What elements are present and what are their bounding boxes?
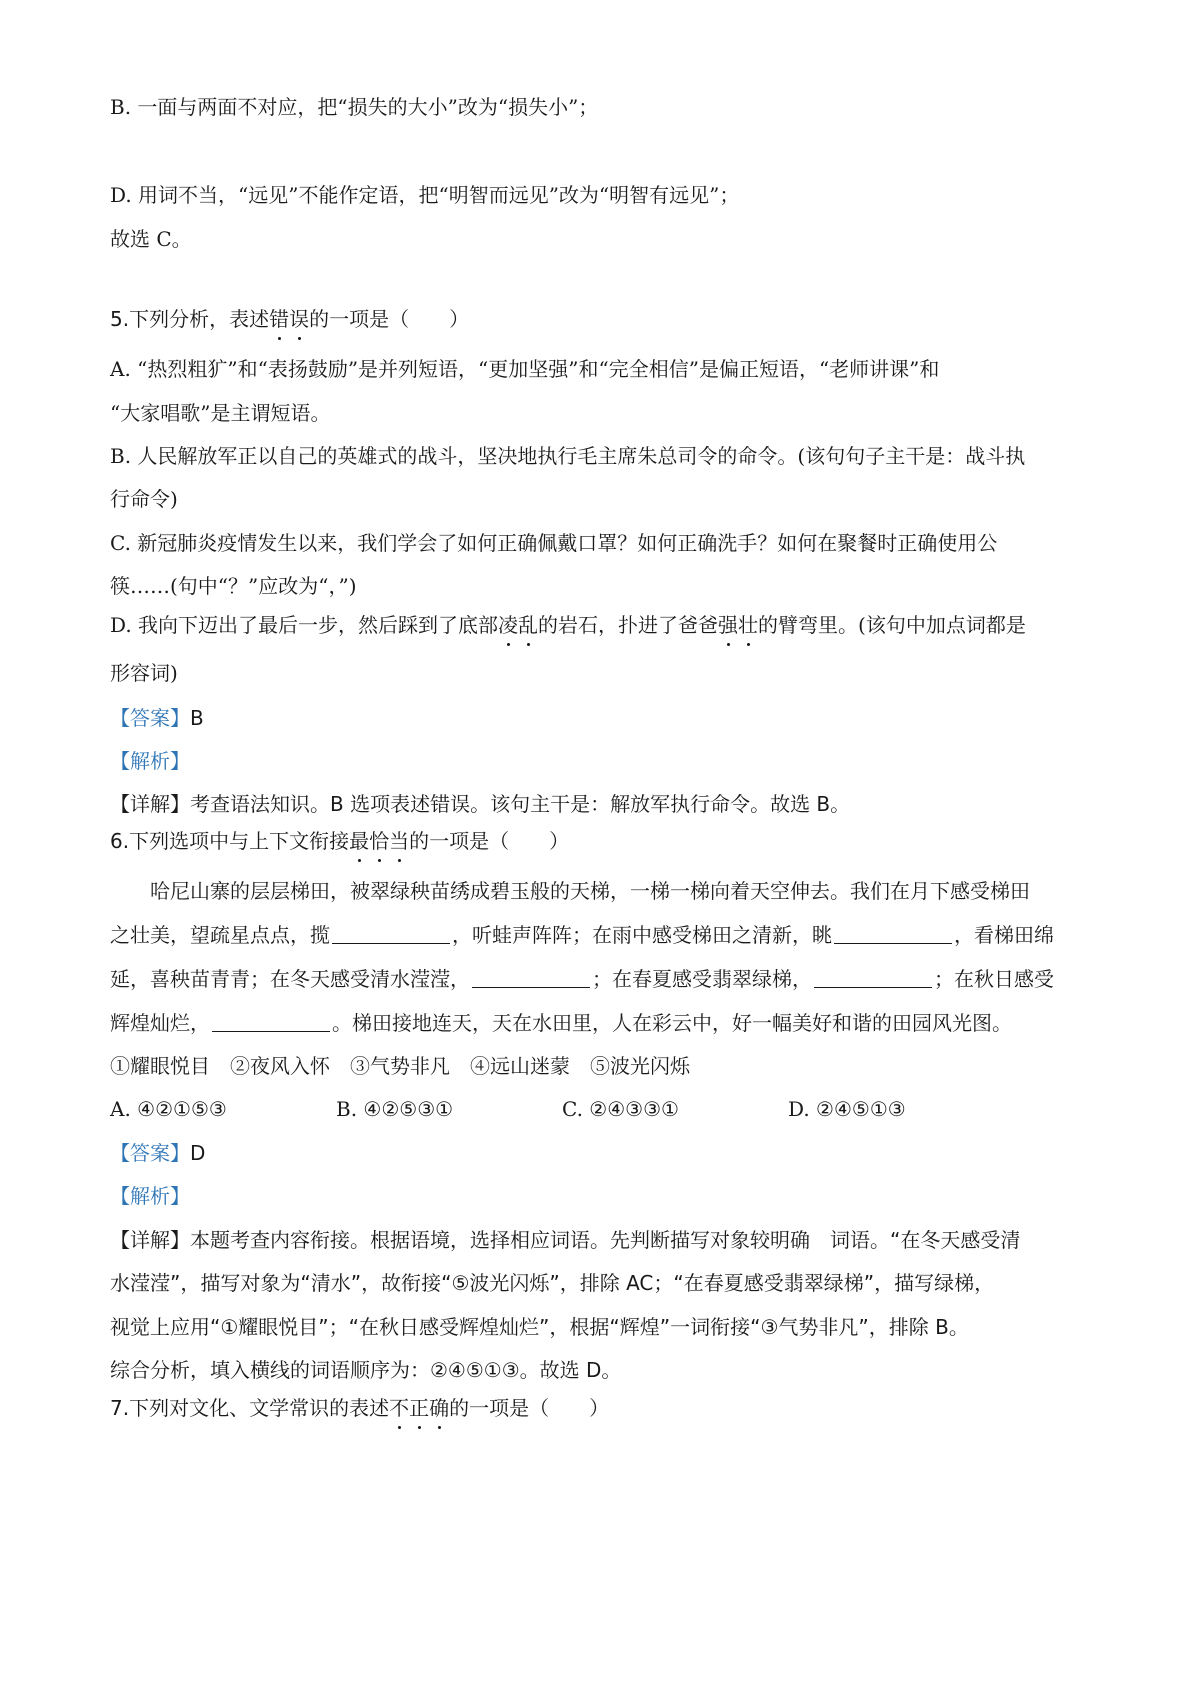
passage-line-1: 哈尼山寨的层层梯田，被翠绿秧苗绣成碧玉般的天梯，一梯一梯向着天空伸去。我们在月下感受梯田 (150, 879, 1030, 903)
passage-line-2: 之壮美，望疏星点点，揽 ，听蛙声阵阵；在雨中感受梯田之清新，眺 ，看梯田绵 (110, 923, 1054, 947)
question-5-option-b: B. 人民解放军正以自己的英雄式的战斗，坚决地执行毛主席朱总司令的命令。(该句句子主干是：战斗执 (110, 444, 1026, 468)
question-5-option-d-cont: 形容词) (110, 661, 178, 685)
question-6-detail-line-2: 水滢滢”，描写对象为“清水”，故衔接“⑤波光闪烁”，排除 AC；“在春夏感受翡翠绿梯”，描写绿梯， (110, 1271, 995, 1295)
question-6-answer: 【答案】D (110, 1141, 206, 1165)
blank-line (472, 965, 590, 988)
explanation-option-b: B. 一面与两面不对应，把“损失的大小”改为“损失小”； (110, 95, 599, 119)
question-5-answer: 【答案】B (110, 706, 204, 730)
emphasis-char: 恰 (369, 826, 389, 856)
emphasis-char: 壮 (738, 610, 758, 640)
question-5-option-c: C. 新冠肺炎疫情发生以来，我们学会了如何正确佩戴口罩？如何正确洗手？如何在聚餐时正确使用公 (110, 531, 998, 555)
blank-line (834, 921, 952, 944)
emphasis-char: 误 (289, 304, 309, 334)
emphasis-char: 确 (429, 1393, 449, 1423)
question-6-detail-line-3: 视觉上应用“①耀眼悦目”；“在秋日感受辉煌灿烂”，根据“辉煌”一词衔接“③气势非凡”，排除 B。 (110, 1315, 969, 1339)
option-a: A. ④②①⑤③ (110, 1097, 227, 1121)
option-d: D. ②④⑤①③ (788, 1097, 906, 1121)
passage-line-4: 辉煌灿烂， 。梯田接地连天，天在水田里，人在彩云中，好一幅美好和谐的田园风光图。 (110, 1011, 1012, 1035)
blank-line (332, 921, 450, 944)
explanation-option-d: D. 用词不当，“远见”不能作定语，把“明智而远见”改为“明智有远见”； (110, 183, 740, 207)
question-5-analysis-label: 【解析】 (110, 749, 190, 773)
emphasis-char: 强 (718, 610, 738, 640)
question-6-stem: 6.下列选项中与上下文衔接最恰当的一项是（ ） (110, 826, 1100, 856)
question-6-detail-line-4: 综合分析，填入横线的词语顺序为：②④⑤①③。故选 D。 (110, 1358, 622, 1382)
question-5-option-a-cont: “大家唱歌”是主谓短语。 (110, 401, 331, 425)
passage-line-3: 延，喜秧苗青青；在冬天感受清水滢滢， ；在春夏感受翡翠绿梯， ；在秋日感受 (110, 967, 1054, 991)
emphasis-char: 当 (389, 826, 409, 856)
emphasis-char: 最 (349, 826, 369, 856)
option-b: B. ④②⑤③① (336, 1097, 454, 1121)
option-c: C. ②④③③① (562, 1097, 679, 1121)
question-6-choices: ①耀眼悦目 ②夜风入怀 ③气势非凡 ④远山迷蒙 ⑤波光闪烁 (110, 1054, 690, 1078)
emphasis-char: 乱 (518, 610, 538, 640)
question-5-detail: 【详解】考查语法知识。B 选项表述错误。该句主干是：解放军执行命令。故选 B。 (110, 792, 851, 816)
question-5-stem: 5.下列分析，表述错误的一项是（ ） (110, 304, 1100, 334)
blank-line (814, 965, 932, 988)
emphasis-char: 错 (269, 304, 289, 334)
question-6-analysis-label: 【解析】 (110, 1184, 190, 1208)
question-5-option-d: D. 我向下迈出了最后一步，然后踩到了底部凌乱的岩石，扑进了爸爸强壮的臂弯里。(该句中加点词都是 (110, 610, 1100, 640)
emphasis-char: 正 (409, 1393, 429, 1423)
explanation-conclusion: 故选 C。 (110, 227, 192, 251)
blank-line (212, 1009, 330, 1032)
question-7-stem: 7.下列对文化、文学常识的表述不正确的一项是（ ） (110, 1393, 1100, 1423)
emphasis-char: 不 (389, 1393, 409, 1423)
question-5-option-c-cont: 筷……(句中“？”应改为“，”) (110, 574, 357, 598)
question-6-detail: 【详解】本题考查内容衔接。根据语境，选择相应词语。先判断描写对象较明确 词语。“在冬天感受清 (110, 1228, 1021, 1252)
emphasis-char: 凌 (498, 610, 518, 640)
question-5-option-a: A. “热烈粗犷”和“表扬鼓励”是并列短语，“更加坚强”和“完全相信”是偏正短语，“老师讲课”和 (110, 357, 940, 381)
question-5-option-b-cont: 行命令) (110, 487, 178, 511)
